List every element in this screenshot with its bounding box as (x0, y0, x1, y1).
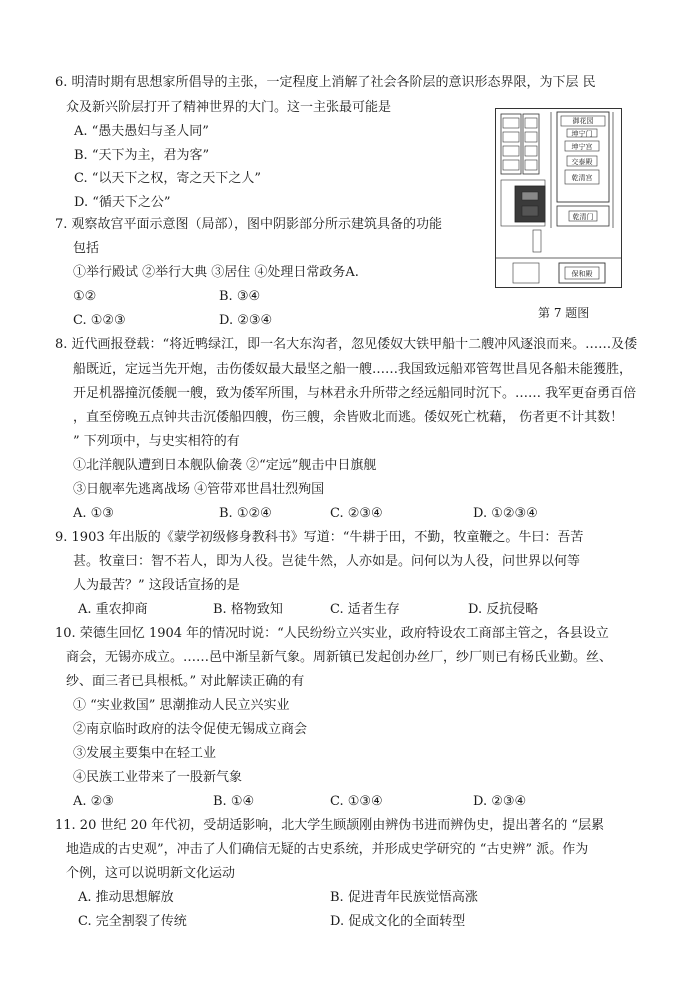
q10-option-d: D. ②③④ (473, 794, 527, 809)
q10-items-line4: ④民族工业带来了一股新气象 (73, 770, 243, 785)
map-label-gate1: 坤宁门 (571, 130, 593, 138)
q10-option-c: C. ①③④ (330, 794, 383, 809)
q7-option-b: B. ③④ (219, 289, 261, 304)
q11-option-b: B. 促进青年民族觉悟高涨 (330, 890, 478, 905)
q6-option-d: D. “循天下之公” (74, 195, 171, 210)
map-label-hall: 交泰殿 (571, 158, 593, 166)
q8-stem-line5: ” 下列项中，与史实相符的有 (73, 434, 240, 449)
map-label-gate2: 乾清门 (572, 213, 594, 221)
q7-stem-line1: 7. 观察故宫平面示意图（局部），图中阴影部分所示建筑具备的功能 (55, 217, 443, 232)
q11-stem-line1: 11. 20 世纪 20 年代初，受胡适影响，北大学生顾颉刚由辨伪书进而辨伪史，提出著名的 “层累 (55, 818, 605, 833)
q7-option-c: C. ①②③ (73, 313, 126, 328)
map-label-palace2: 乾清宫 (571, 174, 593, 182)
q9-option-b: B. 格物致知 (213, 602, 283, 617)
q6-option-a: A. “愚夫愚妇与圣人同” (74, 124, 209, 139)
q6-stem-line1: 6. 明清时期有思想家所倡导的主张，一定程度上消解了社会各阶层的意识形态界限，为下层 民 (55, 75, 596, 90)
q11-option-d: D. 促成文化的全面转型 (330, 914, 466, 929)
q9-stem-line3: 人为最苦？” 这段话宣扬的是 (73, 578, 240, 593)
map-label-palace1: 坤宁宫 (571, 143, 593, 151)
q9-option-c: C. 适者生存 (330, 602, 400, 617)
q10-stem-line3: 纱、面三者已具根柢。” 对此解读正确的有 (66, 674, 305, 689)
q10-stem-line2: 商会，无锡亦成立。……邑中渐呈新气象。周新镇已发起创办丝厂，纱厂则已有杨氏业勤。丝、 (66, 650, 613, 665)
q8-option-d: D. ①②③④ (473, 506, 538, 521)
q9-stem-line1: 9. 1903 年出版的《蒙学初级修身教科书》写道：“牛耕于田，不勤，牧童鞭之。牛曰：吾苦 (55, 530, 584, 545)
q9-option-d: D. 反抗侵略 (468, 602, 539, 617)
q8-items-line1: ①北洋舰队遭到日本舰队偷袭 ②“定远”舰击中日旗舰 (73, 458, 377, 473)
q11-stem-line2: 地造成的古史观”，冲击了人们确信无疑的古史系统，并形成史学研究的 “古史辨” 派。作为 (66, 842, 589, 857)
map-label-garden: 御花园 (572, 117, 594, 125)
q11-option-c: C. 完全割裂了传统 (78, 914, 187, 929)
q11-option-a: A. 推动思想解放 (78, 890, 174, 905)
q7-option-a: ①② (73, 289, 97, 304)
q10-option-a: A. ②③ (73, 794, 114, 809)
q10-items-line3: ③发展主要集中在轻工业 (73, 746, 217, 761)
q10-option-b: B. ①④ (213, 794, 255, 809)
shaded-building (515, 186, 545, 222)
q9-stem-line2: 甚。牧童曰：智不若人，即为人役。岂徒牛然，人亦如是。问何以为人役，问世界以何等 (73, 554, 581, 569)
q10-items-line1: ① “实业救国” 思潮推动人民立兴实业 (73, 698, 290, 713)
q10-items-line2: ②南京临时政府的法令促使无锡成立商会 (73, 722, 308, 737)
q7-items: ①举行殿试 ②举行大典 ③居住 ④处理日常政务A. (73, 265, 359, 280)
forbidden-city-map-figure (495, 108, 622, 288)
q10-stem-line1: 10. 荣德生回忆 1904 年的情况时说：“人民纷纷立兴实业，政府特设农工商部主管之，各县设立 (55, 626, 609, 641)
q8-stem-line3: 开足机器撞沉倭舰一艘，致为倭军所围，与林君永升所带之经远船同时沉下。…… 我军更奋勇百倍 (73, 386, 637, 401)
q8-stem-line2: 船既近，定远当先开炮，击伤倭奴最大最坚之船一艘……我国致远船邓管驾世昌见各船未能獲胜， (73, 362, 633, 377)
q6-stem-line2: 众及新兴阶层打开了精神世界的大门。这一主张最可能是 (66, 100, 392, 115)
q8-items-line2: ③日舰率先逃离战场 ④管带邓世昌壮烈殉国 (73, 482, 325, 497)
q11-stem-line3: 个例，这可以说明新文化运动 (66, 866, 236, 881)
q8-option-c: C. ②③④ (330, 506, 383, 521)
q8-option-a: A. ①③ (73, 506, 114, 521)
q8-stem-line1: 8. 近代画报登载：“将近鸭绿江，即一名大东沟者，忽见倭奴大铁甲船十二艘冲风逐浪而来。……及倭 (55, 337, 638, 352)
q6-option-c: C. “以天下之权，寄之天下之人” (74, 171, 262, 186)
q7-stem-line2: 包括 (73, 241, 100, 256)
q7-option-d: D. ②③④ (219, 313, 273, 328)
q8-option-b: B. ①②④ (219, 506, 272, 521)
map-label-hall2: 保和殿 (571, 270, 593, 278)
q6-option-b: B. “天下为主，君为客” (74, 148, 210, 163)
q9-option-a: A. 重农抑商 (78, 602, 148, 617)
q8-stem-line4: ，直至傍晚五点钟共击沉倭船四艘，伤三艘，余皆败北而逃。倭奴死亡枕藉， 伤者更不计其数！ (73, 410, 624, 425)
figure-caption: 第 7 题图 (538, 306, 590, 320)
